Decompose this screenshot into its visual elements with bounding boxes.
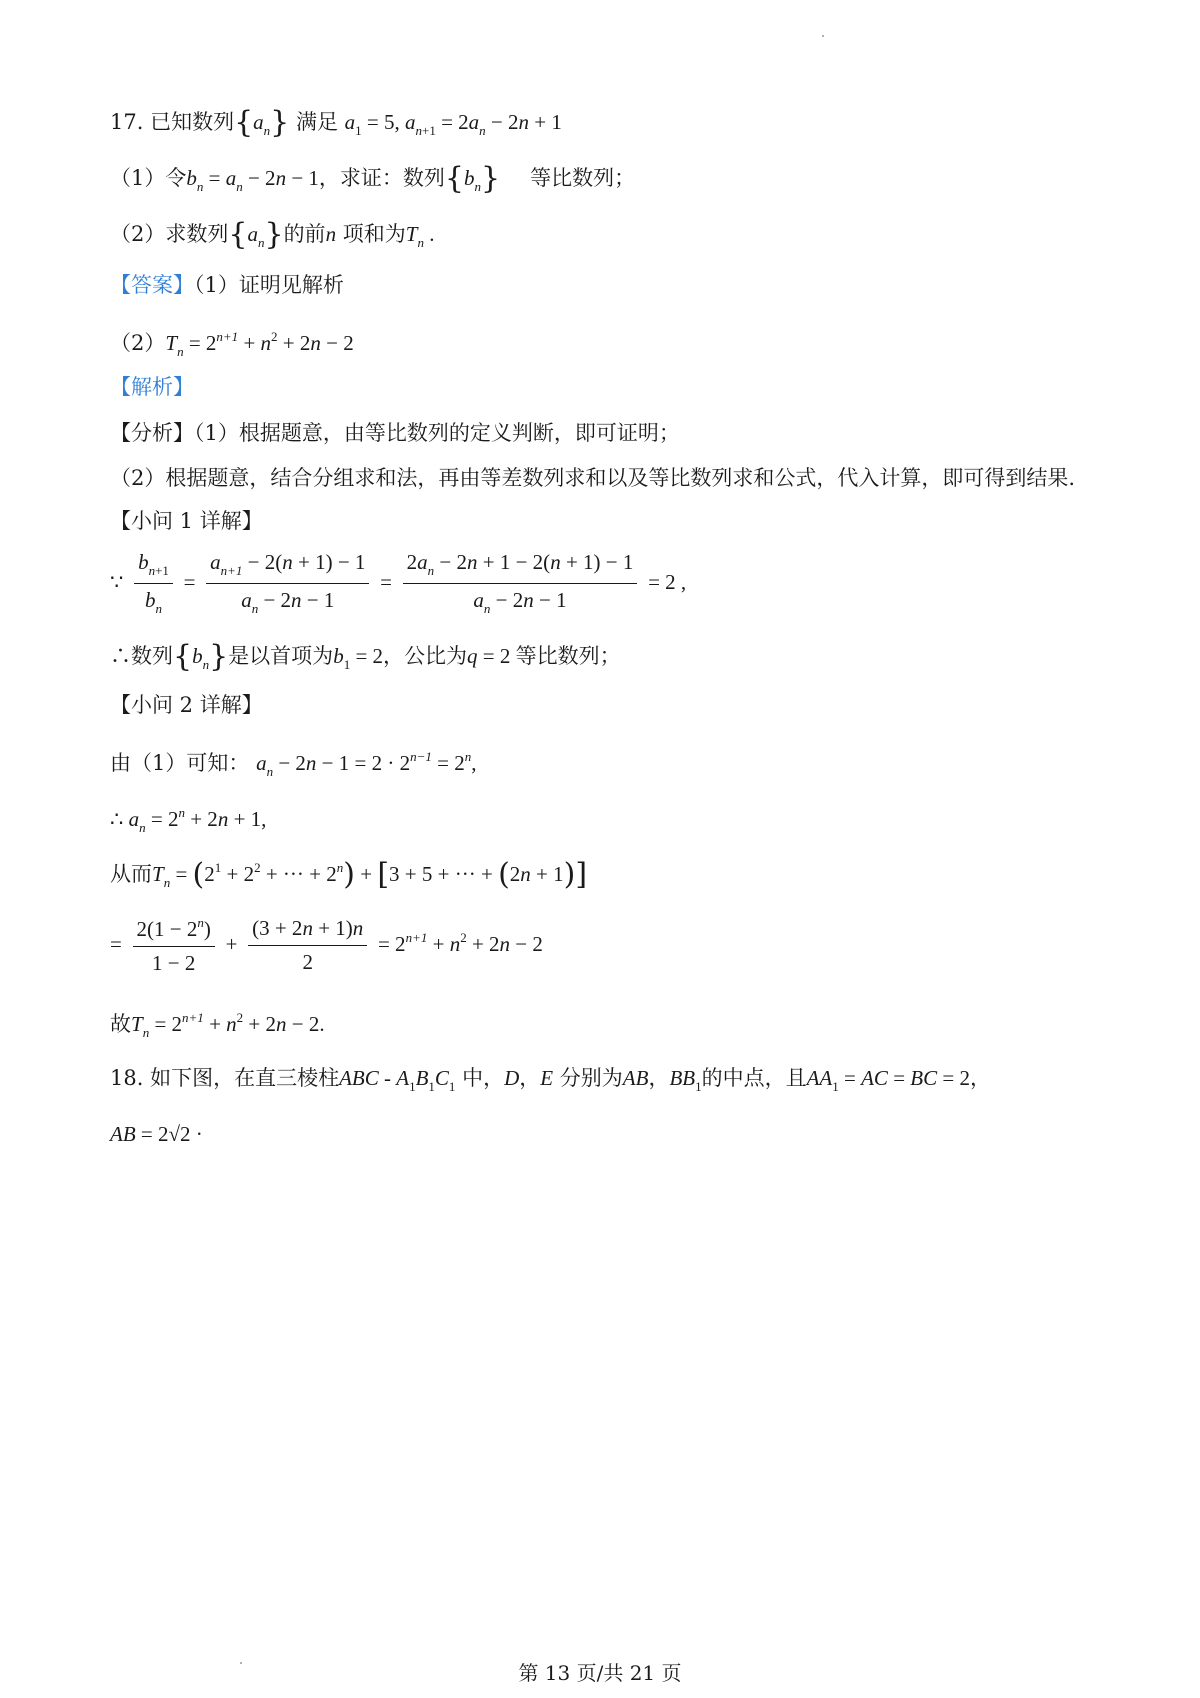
sub2-line1-text: 由（1）可知：: [110, 751, 250, 775]
sub2-line5: 故$T_n = 2^{n+1} + n^2 + 2n - 2$.: [110, 1010, 325, 1040]
q18-stem-text2: 中，: [462, 1066, 505, 1090]
q17-answer1: [110, 270, 344, 300]
q18-stem-text3: 分别为: [559, 1066, 623, 1090]
sub2-line1: 由（1）可知： $a_n - 2n - 1 = 2 \cdot 2^{n-1} = 2^n$,: [110, 749, 477, 779]
q17-stem-text2: 满足: [295, 110, 338, 134]
answer-tag: 【答案】: [110, 273, 194, 297]
sub1-concl-text: ∴数列: [110, 644, 173, 668]
q18-stem-text: 18. 如下图，在直三棱柱: [110, 1066, 340, 1090]
sub2-line3-text: 从而: [110, 862, 152, 886]
sub1-derivation: ∵ $\frac{b_{n+1}}{b_n}$ = $\frac{a_{n+1} - 2(n + 1) - 1}{a_n - 2n - 1}$ = $\frac{2a_n - 2n + 1 - 2(n + 1) - 1}{a_n - 2n - 1}$ = 2 ,: [110, 550, 687, 616]
q17-answer2: $(2)T_n = 2^{n+1} + n^2 + 2n - 2$: [110, 329, 354, 359]
q17-part1-text: （1）令: [110, 166, 187, 190]
fenxi-line2: （2）根据题意，结合分组求和法，再由等差数列求和以及等比数列求和公式，代入计算，即可得到结果.: [110, 466, 1076, 490]
q17-part2-text: （2）求数列: [110, 222, 229, 246]
q17-part2: （2）求数列$\{a_n\}$的前n 项和为$T_n$ .: [110, 217, 435, 252]
q17-part1-text3: 等比数列；: [530, 166, 636, 190]
sub2-line3: 从而$T_n = (2^1 + 2^2$ + ··· + $2^n) + [3 + 5$ + ··· + (2n + 1)]: [110, 857, 588, 892]
sub2-line5-text: 故: [110, 1012, 131, 1036]
answer1-text: （1）证明见解析: [194, 273, 344, 297]
sub1-concl-text4: 等比数列；: [515, 644, 621, 668]
sub2-line4: = $\frac{2(1 - 2^n)}{1 - 2}$ + $\frac{(3 + 2n + 1)n}{2}$ = $2^{n+1} + n^2 + 2n - 2$: [110, 915, 543, 975]
scan-speck: [822, 35, 824, 37]
sub1-conclusion: ∴数列$\{b_n\}$是以首项为$b_1 = 2$，公比为q = 2 等比数列；: [110, 639, 621, 674]
q17-part2-text3: 项和为: [342, 222, 406, 246]
q18-stem-line2: AB = 2√2 ·: [110, 1122, 203, 1146]
q17-stem-text: 17. 已知数列: [110, 110, 235, 134]
q17-stem: 17. 已知数列$\{a_n\}$ 满足 $a_1 = 5$, $a_{n+1} = 2a_n - 2n + 1$: [110, 105, 562, 140]
sub1-title: 【小问 1 详解】: [110, 509, 263, 533]
sub1-concl-text3: ，公比为: [383, 644, 468, 668]
analysis-tag: 【解析】: [110, 375, 194, 399]
q17-part1-text2: ，求证：数列: [318, 166, 445, 190]
page-footer: 第 13 页/共 21 页: [518, 1661, 682, 1685]
q18-stem: 18. 如下图，在直三棱柱ABC - $A_1B_1C_1$ 中，D，E 分别为AB，$BB_1$的中点，且$AA_1$ = AC = BC = 2，: [110, 1066, 991, 1094]
q17-part1: （1）令$b_n = a_n - 2n - 1$，求证：数列$\{b_n\}$ 等比数列；: [110, 161, 636, 196]
q18-stem-text4: 的中点，且: [701, 1066, 807, 1090]
fenxi-line1: 【分析】（1）根据题意，由等比数列的定义判断，即可证明；: [110, 421, 680, 445]
sub1-concl-text2: 是以首项为: [228, 644, 334, 668]
answer2-prefix: （2）: [110, 331, 166, 355]
q17-part2-text2: 的前: [283, 222, 326, 246]
sub2-line2: ∴ $a_n = 2^n + 2n + 1$,: [110, 805, 267, 835]
sub2-title: 【小问 2 详解】: [110, 693, 263, 717]
